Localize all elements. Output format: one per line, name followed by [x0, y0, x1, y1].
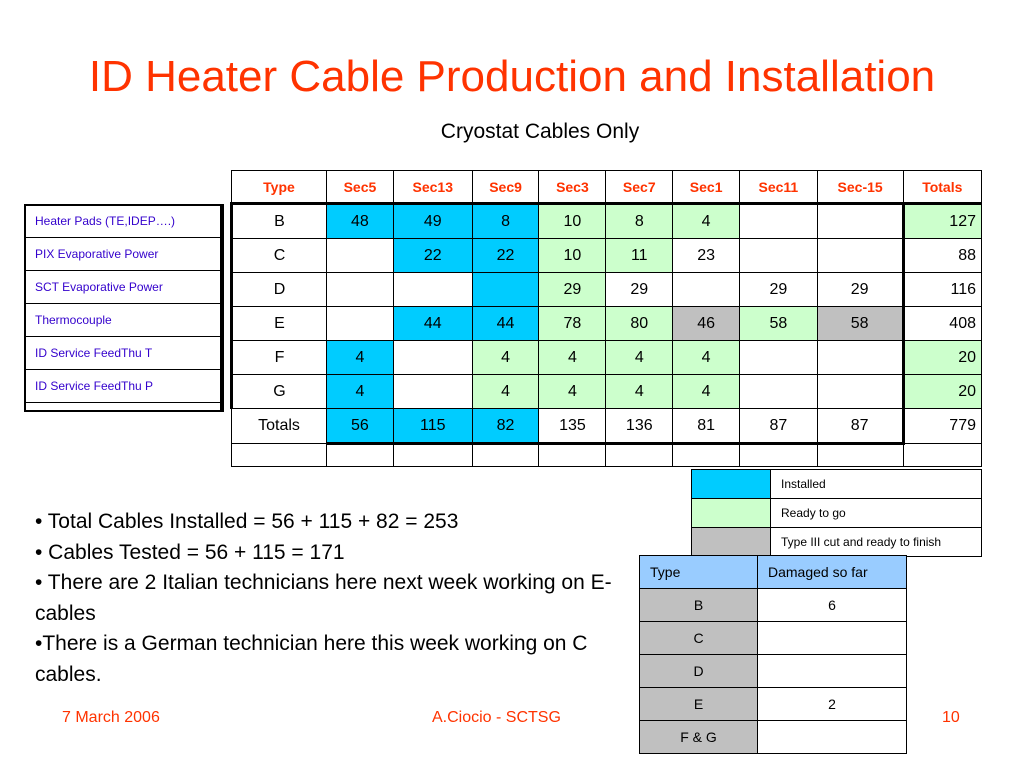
cable-production-table [230, 170, 982, 467]
footer-date: 7 March 2006 [62, 709, 160, 726]
table-cell [327, 307, 394, 341]
type-cell: E [640, 688, 758, 721]
table-cell [817, 204, 903, 239]
table-row [232, 273, 982, 307]
table-cell [817, 375, 903, 409]
table-cell [393, 375, 472, 409]
header-cell: Sec5 [327, 171, 394, 204]
table-row [640, 622, 907, 655]
side-label: Thermocouple [25, 304, 222, 337]
count-cell: 2 [758, 688, 907, 721]
table-cell: 87 [740, 409, 818, 444]
header-cell: Type [232, 171, 327, 204]
table-row [640, 655, 907, 688]
table-cell [327, 273, 394, 307]
bullet-item: • Cables Tested = 56 + 115 = 171 [35, 540, 345, 564]
damaged-table [639, 555, 907, 754]
table-cell [740, 239, 818, 273]
color-legend [691, 469, 982, 557]
table-cell: 11 [606, 239, 673, 273]
legend-label: Type III cut and ready to finish [771, 528, 982, 557]
table-cell: 58 [817, 307, 903, 341]
table-cell [817, 444, 903, 467]
table-cell: 4 [472, 375, 539, 409]
table-cell: 4 [327, 375, 394, 409]
side-label: SCT Evaporative Power [25, 271, 222, 304]
legend-swatch-ready [692, 499, 771, 528]
table-cell: 115 [393, 409, 472, 444]
type-cell: C [640, 622, 758, 655]
legend-item [692, 499, 982, 528]
slide-title: ID Heater Cable Production and Installation [88, 52, 936, 101]
header-cell: Totals [903, 171, 981, 204]
table-cell: 29 [817, 273, 903, 307]
type-cell: G [232, 375, 327, 409]
type-cell: E [232, 307, 327, 341]
table-cell: 78 [539, 307, 606, 341]
legend-label: Installed [771, 470, 982, 499]
table-cell: 80 [606, 307, 673, 341]
table-cell [740, 444, 818, 467]
header-cell: Sec11 [740, 171, 818, 204]
table-cell: 29 [740, 273, 818, 307]
bullet-item: • Total Cables Installed = 56 + 115 + 82 = 253 [35, 510, 459, 533]
damaged-header-row [640, 556, 907, 589]
side-label: PIX Evaporative Power [25, 238, 222, 271]
table-cell [740, 204, 818, 239]
legend-label: Ready to go [771, 499, 982, 528]
table-cell: 48 [327, 204, 394, 239]
table-cell: 4 [539, 341, 606, 375]
legend-swatch-cut [692, 528, 771, 557]
type-cell: Totals [232, 409, 327, 444]
count-cell [758, 655, 907, 688]
table-cell [327, 239, 394, 273]
table-row [232, 204, 982, 239]
total-cell: 408 [903, 307, 981, 341]
total-cell: 20 [903, 341, 981, 375]
legend-item [692, 528, 982, 557]
blank-row [232, 444, 982, 467]
table-cell [673, 444, 740, 467]
table-cell: 8 [472, 204, 539, 239]
table-cell: 44 [472, 307, 539, 341]
side-label-table [24, 204, 222, 403]
legend-swatch-installed [692, 470, 771, 499]
table-cell: 58 [740, 307, 818, 341]
table-cell: 56 [327, 409, 394, 444]
total-cell: 127 [903, 204, 981, 239]
total-cell: 20 [903, 375, 981, 409]
table-cell: 135 [539, 409, 606, 444]
table-cell [327, 444, 394, 467]
header-cell: Sec1 [673, 171, 740, 204]
table-cell: 44 [393, 307, 472, 341]
table-cell: 49 [393, 204, 472, 239]
table-cell: 4 [606, 375, 673, 409]
table-cell: 22 [393, 239, 472, 273]
table-header-row [232, 171, 982, 204]
table-cell: 4 [673, 204, 740, 239]
total-cell: 88 [903, 239, 981, 273]
table-cell [740, 341, 818, 375]
header-cell: Sec13 [393, 171, 472, 204]
count-cell [758, 721, 907, 754]
table-cell: 4 [539, 375, 606, 409]
side-label: Heater Pads (TE,IDEP….) [25, 205, 222, 238]
table-cell: 4 [327, 341, 394, 375]
slide-subtitle: Cryostat Cables Only [440, 120, 640, 143]
side-label: ID Service FeedThu P [25, 370, 222, 403]
table-cell [903, 444, 981, 467]
count-cell: 6 [758, 589, 907, 622]
table-cell [673, 273, 740, 307]
header-cell: Sec9 [472, 171, 539, 204]
type-cell: F & G [640, 721, 758, 754]
table-cell [393, 341, 472, 375]
type-cell: D [640, 655, 758, 688]
table-cell: 81 [673, 409, 740, 444]
table-cell: 4 [606, 341, 673, 375]
type-cell: B [232, 204, 327, 239]
table-cell: 4 [673, 375, 740, 409]
totals-row [232, 409, 982, 444]
side-label: ID Service FeedThu T [25, 337, 222, 370]
table-row [232, 341, 982, 375]
table-row [232, 375, 982, 409]
table-cell [393, 444, 472, 467]
type-cell: D [232, 273, 327, 307]
header-cell: Sec-15 [817, 171, 903, 204]
table-cell [393, 273, 472, 307]
header-cell: Sec3 [539, 171, 606, 204]
table-cell: 23 [673, 239, 740, 273]
count-cell [758, 622, 907, 655]
bullet-list [35, 507, 615, 690]
type-cell: F [232, 341, 327, 375]
table-cell [232, 444, 327, 467]
legend-item [692, 470, 982, 499]
table-cell: 82 [472, 409, 539, 444]
total-cell: 116 [903, 273, 981, 307]
table-cell [472, 273, 539, 307]
table-row [640, 721, 907, 754]
table-cell: 87 [817, 409, 903, 444]
header-cell: Sec7 [606, 171, 673, 204]
type-cell: B [640, 589, 758, 622]
table-cell: 29 [606, 273, 673, 307]
table-cell [539, 444, 606, 467]
table-cell: 4 [472, 341, 539, 375]
grand-total-cell: 779 [903, 409, 981, 444]
page-number: 10 [942, 709, 960, 726]
table-cell: 10 [539, 239, 606, 273]
table-cell: 4 [673, 341, 740, 375]
type-cell: C [232, 239, 327, 273]
table-row [232, 239, 982, 273]
header-cell: Damaged so far [758, 556, 907, 589]
table-cell: 46 [673, 307, 740, 341]
table-cell [817, 341, 903, 375]
table-cell: 8 [606, 204, 673, 239]
table-row [232, 307, 982, 341]
bullet-item: • There are 2 Italian technicians here next week working on E-cables [35, 571, 612, 625]
header-cell: Type [640, 556, 758, 589]
table-row [640, 688, 907, 721]
table-row [640, 589, 907, 622]
table-cell: 10 [539, 204, 606, 239]
table-cell: 22 [472, 239, 539, 273]
table-cell [817, 239, 903, 273]
footer-author: A.Ciocio - SCTSG [432, 709, 561, 726]
table-cell [472, 444, 539, 467]
table-cell [606, 444, 673, 467]
table-cell: 136 [606, 409, 673, 444]
bullet-item: •There is a German technician here this week working on C cables. [35, 632, 588, 686]
table-cell: 29 [539, 273, 606, 307]
table-cell [740, 375, 818, 409]
